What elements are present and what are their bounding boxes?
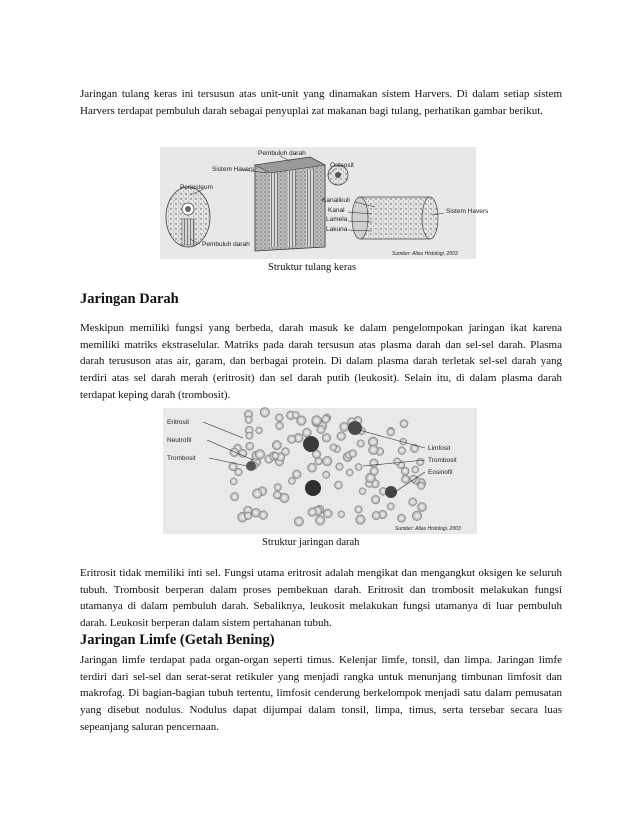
label-sistem-havers: Sistem Havers xyxy=(212,166,255,173)
lymph-paragraph: Jaringan limfe terdapat pada organ-organ seperti timus. Kelenjar limfe, tonsil, dan limpa. Jaringan limfe terdiri dari sel-sel dan serat-serat retikuler yang menjadi rangka untuk menunjang timbunan limfosit dan makrofag. Di bagian-bagian tubuh tertentu, limfosit cenderung berkelompok menjadi satu dalam pemusatan yang disebut nodulus. Nodulus dapat dijumpai dalam tonsil, limpa, timus, serta tersebar secara luas sepeanjang saluran pencernaan. xyxy=(80,654,562,733)
erythrocyte xyxy=(346,469,353,476)
erythrocyte xyxy=(230,493,238,501)
erythrocyte xyxy=(282,448,290,456)
label-eritrosit: Eritrosit xyxy=(167,419,190,426)
erythrocyte xyxy=(288,477,295,484)
erythrocyte xyxy=(370,459,379,468)
erythrocyte xyxy=(317,425,325,433)
erythrocyte xyxy=(370,467,379,476)
label-trombosit-right: Trombosit xyxy=(428,457,457,464)
erythrocyte xyxy=(417,502,426,511)
erythrocyte xyxy=(330,444,337,451)
erythrocyte xyxy=(355,463,362,470)
erythrocyte xyxy=(400,420,408,428)
erythrocyte xyxy=(312,416,322,426)
erythrocyte xyxy=(410,444,418,452)
bone-structure-figure xyxy=(160,147,489,259)
erythrocyte xyxy=(274,484,281,491)
erythrocyte xyxy=(349,450,357,458)
erythrocyte xyxy=(340,422,349,431)
blood-paragraph: Meskipun memiliki fungsi yang berbeda, darah masuk ke dalam pengelompokan jaringan ikat karena memiliki matriks ekstraselular. Matriks pada darah tersusun atas plasma darah dan sel-sel darah. Plasma darah terususon atas air, garam, dan berbagai protein. Di dalam plasma darah terletak sel-sel darah yang terdiri atas sel darah merah (eritrosit) dan sel darah putih (leukosit). Selain itu, di dalam plasma darah terdapat keping darah (trombosit). xyxy=(80,322,562,401)
erythrocyte xyxy=(256,427,263,434)
label-kanalikuli: Kanalikuli xyxy=(322,197,350,204)
erythrocyte xyxy=(371,495,380,504)
label-pembuluh-darah: Pembuluh darah xyxy=(258,150,306,157)
erythrocyte xyxy=(272,452,279,459)
erythrocyte xyxy=(409,498,417,506)
erythrocyte xyxy=(230,448,239,457)
label-periosteum: Periosteum xyxy=(180,184,213,191)
figure-source: Sumber: Atlas Histologi, 2003 xyxy=(395,526,461,532)
erythrocyte xyxy=(387,428,395,436)
erythrocyte xyxy=(356,515,366,525)
erythrocyte xyxy=(359,488,366,495)
erythrocyte xyxy=(417,458,425,466)
erythrocyte xyxy=(322,415,330,423)
erythrocyte xyxy=(287,435,296,444)
erythrocyte xyxy=(275,414,283,422)
erythrocyte xyxy=(412,466,419,473)
erythrocyte xyxy=(337,432,346,441)
erythrocyte xyxy=(307,463,316,472)
lymph-heading: Jaringan Limfe (Getah Bening) xyxy=(80,632,275,648)
erythrocyte xyxy=(272,441,281,450)
erythrocyte xyxy=(230,478,237,485)
erythrocyte xyxy=(398,447,406,455)
label-sistem-havers-right: Sistem Havers xyxy=(446,208,489,215)
bone-figure-caption: Struktur tulang keras xyxy=(268,262,357,273)
erythrocyte xyxy=(315,516,325,526)
label-lamela: Lamela xyxy=(326,216,348,223)
erythrocyte xyxy=(308,508,317,517)
compact-bone-illustration xyxy=(255,157,325,251)
erythrocyte xyxy=(244,512,252,520)
erythrocyte xyxy=(245,416,253,424)
bone-cross-section-illustration xyxy=(166,187,210,247)
erythrocyte xyxy=(252,489,262,499)
erythrocyte xyxy=(336,463,344,471)
erythrocyte xyxy=(246,442,254,450)
erythrocyte xyxy=(355,506,363,514)
erythrocyte xyxy=(369,445,379,455)
figure-source: Sumber: Atlas Histologi, 2003 xyxy=(392,251,458,257)
blood-heading: Jaringan Darah xyxy=(80,291,179,307)
erythrocyte xyxy=(294,517,303,526)
erythrocyte xyxy=(255,449,265,459)
label-osteosit: Osteosit xyxy=(330,162,354,169)
erythrocyte xyxy=(323,471,330,478)
erythrocyte xyxy=(292,470,301,479)
erythrocyte xyxy=(387,503,394,510)
blood-figure-caption: Struktur jaringan darah xyxy=(262,537,360,548)
erythrocyte xyxy=(372,511,380,519)
label-kanal: Kanal xyxy=(328,207,345,214)
haversian-system-illustration xyxy=(352,197,438,239)
erythrocyte xyxy=(397,514,405,522)
erythrocyte xyxy=(334,481,342,489)
erythrocyte xyxy=(276,422,284,430)
intro-paragraph: Jaringan tulang keras ini tersusun atas unit-unit yang dinamakan sistem Harvers. Di dalam setiap sistem Harvers terdapat pembuluh darah sebagai penyuplai zat makanan bagi tulang, perhatikan gambar berikut. xyxy=(80,88,562,117)
erythrocyte xyxy=(273,491,281,499)
erythrocyte xyxy=(394,458,401,465)
erythrocyte xyxy=(412,511,422,521)
erythrocyte xyxy=(239,449,247,457)
erythrocyte xyxy=(322,456,332,466)
blood-tissue-figure xyxy=(163,408,477,534)
label-neutrofil: Neutrofil xyxy=(167,437,192,444)
erythrocyte xyxy=(401,475,409,483)
erythrocyte xyxy=(401,467,409,475)
erythrocyte xyxy=(338,511,345,518)
erythrocyte xyxy=(322,433,331,442)
erythrocyte xyxy=(259,511,268,520)
label-lakuna: Lakuna xyxy=(326,226,348,233)
erythrocyte xyxy=(357,440,365,448)
label-trombosit-left: Trombosit xyxy=(167,455,196,462)
erythrocyte xyxy=(260,408,270,418)
blood-paragraph-2: Eritrosit tidak memiliki inti sel. Fungsi utama eritrosit adalah mengikat dan mengangkut oksigen ke seluruh tubuh. Trombosit berperan dalam proses pembekuan darah. Eritrosit dan trombosit melakukan fungsi utamanya di dalam pembuluh darah. Sebaliknya, leukosit melakukan fungsi utamanya di luar pembuluh darah. Leukosit berperan dalam sistem pertahanan tubuh. xyxy=(80,567,562,630)
label-pembuluh-darah-bottom: Pembuluh darah xyxy=(202,241,250,248)
erythrocyte xyxy=(302,428,311,437)
erythrocyte xyxy=(246,432,253,439)
label-eosinofil: Eosinofil xyxy=(428,469,453,476)
erythrocyte xyxy=(292,412,299,419)
label-limfosit: Limfosit xyxy=(428,445,451,452)
erythrocyte xyxy=(323,509,332,518)
